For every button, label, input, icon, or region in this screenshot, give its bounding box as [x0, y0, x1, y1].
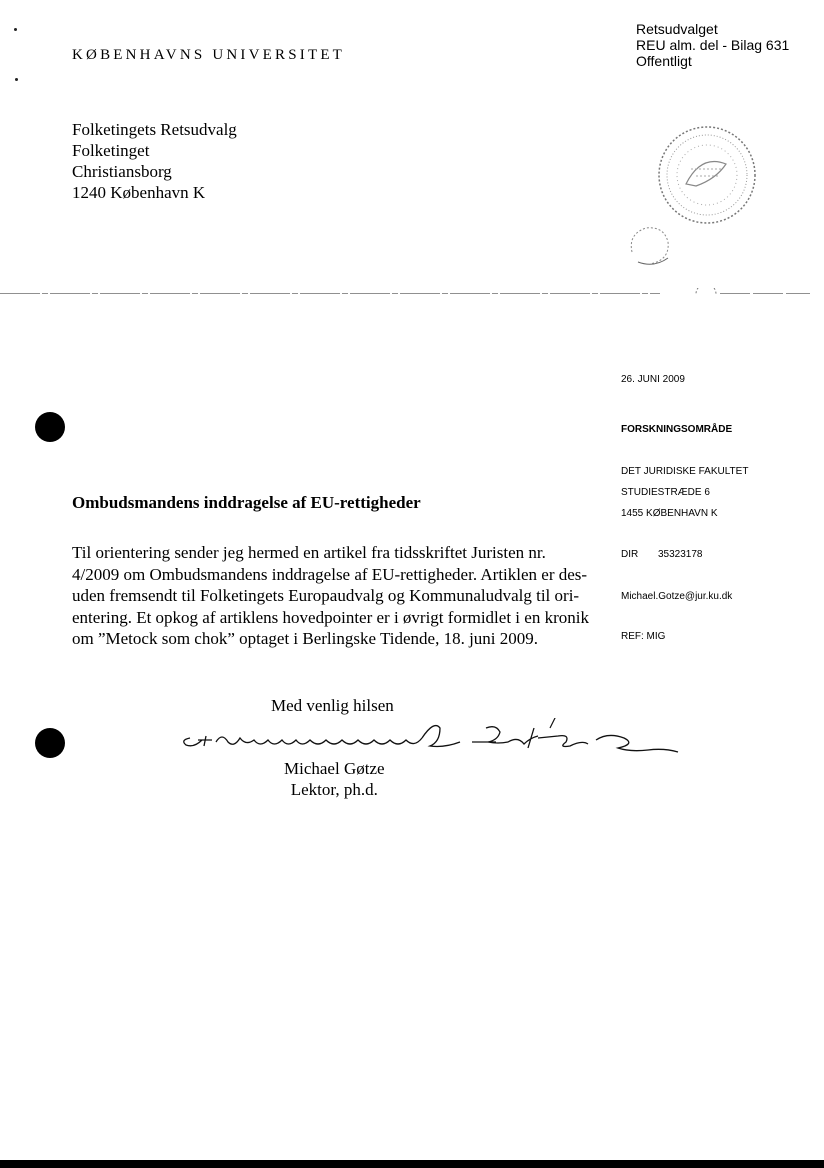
- registration-stamp: [636, 21, 789, 69]
- hole-punch: [35, 728, 65, 758]
- faculty-name: DET JURIDISKE FAKULTET: [621, 466, 749, 477]
- street-address: STUDIESTRÆDE 6: [621, 487, 710, 498]
- city-address: 1455 KØBENHAVN K: [621, 508, 718, 519]
- letter-body: [72, 542, 587, 650]
- recipient-line: Folketinget: [72, 141, 150, 160]
- recipient-line: 1240 København K: [72, 183, 206, 202]
- body-line: uden fremsendt til Folketingets Europaudvalg og Kommunaludvalg til ori-: [72, 586, 580, 605]
- recipient-address: [72, 119, 237, 203]
- direct-phone-label: DIR: [621, 549, 639, 560]
- letter-date: 26. JUNI 2009: [621, 374, 685, 385]
- stamp-reference: REU alm. del - Bilag 631: [636, 37, 790, 53]
- university-seal: [656, 124, 758, 226]
- signer-title: Lektor, ph.d.: [290, 780, 378, 799]
- email-address: Michael.Gotze@jur.ku.dk: [621, 591, 733, 602]
- letter-subject: Ombudsmandens inddragelse af EU-rettigheder: [72, 493, 421, 512]
- scan-edge: [0, 1160, 824, 1168]
- body-line: entering. Et opkog af artiklens hovedpointer er i øvrigt formidlet i en kronik: [72, 607, 589, 627]
- hole-punch: [35, 412, 65, 442]
- scan-speck: [15, 78, 18, 81]
- recipient-line: Christiansborg: [72, 162, 172, 181]
- direct-phone-number: 35323178: [658, 549, 703, 560]
- body-line: Til orientering sender jeg hermed en artikel fra tidsskriftet Juristen nr.: [72, 543, 546, 562]
- stamp-committee: Retsudvalget: [636, 21, 718, 37]
- reference: REF: MIG: [621, 631, 666, 642]
- signer-name: Michael Gøtze: [284, 759, 385, 778]
- body-line: om ”Metock som chok” optaget i Berlingske Tidende, 18. juni 2009.: [72, 629, 539, 648]
- signature: [178, 718, 688, 762]
- body-line: 4/2009 om Ombudsmandens inddragelse af EU-rettigheder. Artiklen er des-: [72, 564, 588, 584]
- university-name: KØBENHAVNS UNIVERSITET: [72, 47, 346, 63]
- seal-fragment-icon: [624, 222, 674, 270]
- fold-line: [0, 288, 824, 294]
- signer-block: [284, 758, 385, 800]
- closing-greeting: Med venlig hilsen: [271, 696, 394, 715]
- stamp-visibility: Offentligt: [636, 53, 692, 69]
- scan-speck: [14, 28, 17, 31]
- research-area-heading: FORSKNINGSOMRÅDE: [621, 424, 733, 435]
- recipient-line: Folketingets Retsudvalg: [72, 120, 237, 139]
